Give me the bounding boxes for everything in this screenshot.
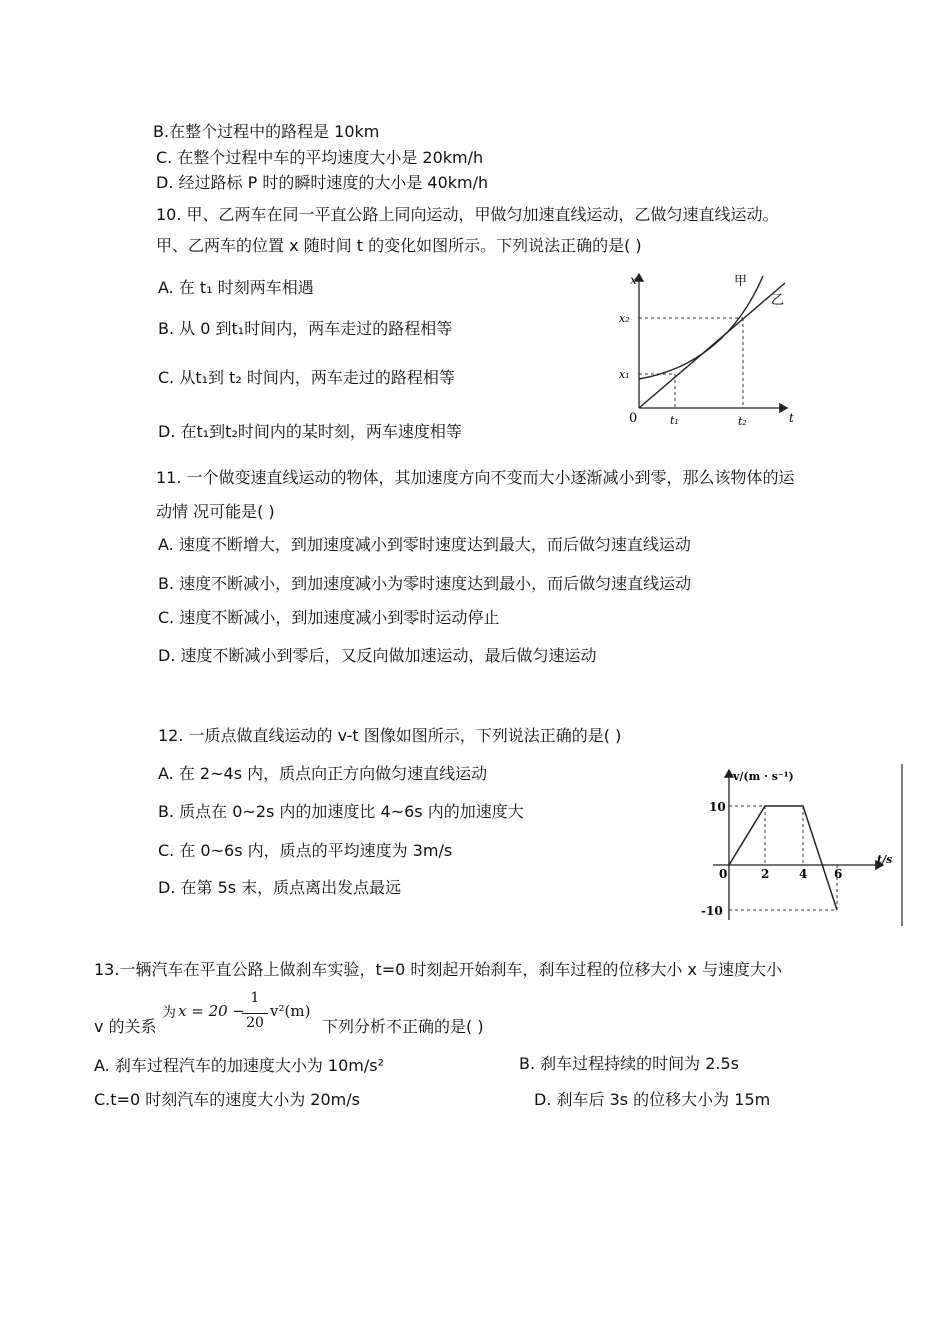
q12-y-axis-label: v/(m · s⁻¹) (733, 770, 794, 783)
q11-option-d: D. 速度不断减小到零后，又反向做加速运动，最后做匀速运动 (158, 646, 597, 665)
q13-formula-numerator: 1 (250, 990, 260, 1006)
q10-stem-line1: 10. 甲、乙两车在同一平直公路上同向运动，甲做匀加速直线运动，乙做匀速直线运动。 (156, 205, 779, 224)
q12-vt-graph (673, 762, 905, 928)
q11-stem-line2: 动情 况可能是( ) (156, 502, 275, 521)
q13-formula-denominator: 20 (246, 1015, 264, 1031)
q12-tick-neg10: -10 (701, 904, 723, 918)
q10-y-axis-label: x (630, 273, 637, 287)
q12-tick-2: 2 (761, 867, 770, 881)
q10-curve-jia (639, 276, 763, 379)
q13-formula-lhs: x = 20 − (178, 1002, 245, 1020)
q12-tick-10: 10 (709, 800, 726, 814)
q9-option-d: D. 经过路标 P 时的瞬时速度的大小是 40km/h (156, 173, 489, 192)
q10-origin-label: 0 (629, 411, 638, 426)
q13-option-a: A. 刹车过程汽车的加速度大小为 10m/s² (94, 1056, 385, 1075)
q13-formula (162, 990, 312, 1036)
q10-option-c: C. 从t₁到 t₂ 时间内，两车走过的路程相等 (158, 368, 455, 387)
q11-option-c: C. 速度不断减小，到加速度减小到零时运动停止 (158, 608, 500, 627)
q10-jia-label: 甲 (734, 274, 748, 289)
q12-tick-6: 6 (834, 867, 843, 881)
q13-stem-line1: 13.一辆汽车在平直公路上做刹车实验，t=0 时刻起开始刹车，刹车过程的位移大小 x 与速度大小 (94, 960, 783, 979)
q12-option-c: C. 在 0~6s 内，质点的平均速度为 3m/s (158, 841, 453, 860)
q12-stem: 12. 一质点做直线运动的 v-t 图像如图所示，下列说法正确的是( ) (158, 726, 622, 745)
q10-xt-graph (615, 268, 800, 433)
q10-t2-tick: t₂ (738, 415, 747, 428)
q9-option-b: B.在整个过程中的路程是 10km (153, 122, 380, 141)
q13-formula-fraction-bar (242, 1013, 268, 1014)
q12-vt-line (729, 806, 837, 910)
q12-tick-4: 4 (799, 867, 808, 881)
q13-stem-relation: v 的关系 (94, 1017, 157, 1036)
q10-stem-line2: 甲、乙两车的位置 x 随时间 t 的变化如图所示。下列说法正确的是( ) (156, 236, 642, 255)
q12-option-a: A. 在 2~4s 内，质点向正方向做匀速直线运动 (158, 764, 488, 783)
q12-origin-label: 0 (719, 867, 728, 881)
q13-option-d: D. 刹车后 3s 的位移大小为 15m (534, 1090, 771, 1109)
q11-stem-line1: 11. 一个做变速直线运动的物体，其加速度方向不变而大小逐渐减小到零，那么该物体的运 (156, 468, 795, 487)
q12-x-axis-label: t/s (877, 853, 893, 866)
q10-option-d: D. 在t₁到t₂时间内的某时刻，两车速度相等 (158, 422, 462, 441)
q10-x2-tick: x₂ (619, 312, 630, 325)
q13-formula-prefix: 为 (162, 1005, 176, 1021)
q10-x1-tick: x₁ (619, 368, 630, 381)
q13-stem-question: 下列分析不正确的是( ) (322, 1017, 484, 1036)
q11-option-a: A. 速度不断增大，到加速度减小到零时速度达到最大，而后做匀速直线运动 (158, 535, 691, 554)
q12-option-b: B. 质点在 0~2s 内的加速度比 4~6s 内的加速度大 (158, 802, 524, 821)
q10-option-b: B. 从 0 到t₁时间内，两车走过的路程相等 (158, 319, 453, 338)
q11-option-b: B. 速度不断减小，到加速度减小为零时速度达到最小，而后做匀速直线运动 (158, 574, 692, 593)
q13-option-c: C.t=0 时刻汽车的速度大小为 20m/s (94, 1090, 360, 1109)
q13-option-b: B. 刹车过程持续的时间为 2.5s (519, 1054, 740, 1073)
q10-x-axis-label: t (789, 411, 794, 425)
q9-option-c: C. 在整个过程中车的平均速度大小是 20km/h (156, 148, 484, 167)
q10-yi-label: 乙 (771, 293, 785, 308)
q12-option-d: D. 在第 5s 末，质点离出发点最远 (158, 878, 402, 897)
q13-formula-rhs: v²(m) (270, 1002, 311, 1020)
q10-line-yi (639, 283, 785, 408)
q10-option-a: A. 在 t₁ 时刻两车相遇 (158, 278, 314, 297)
q10-t1-tick: t₁ (670, 414, 679, 427)
